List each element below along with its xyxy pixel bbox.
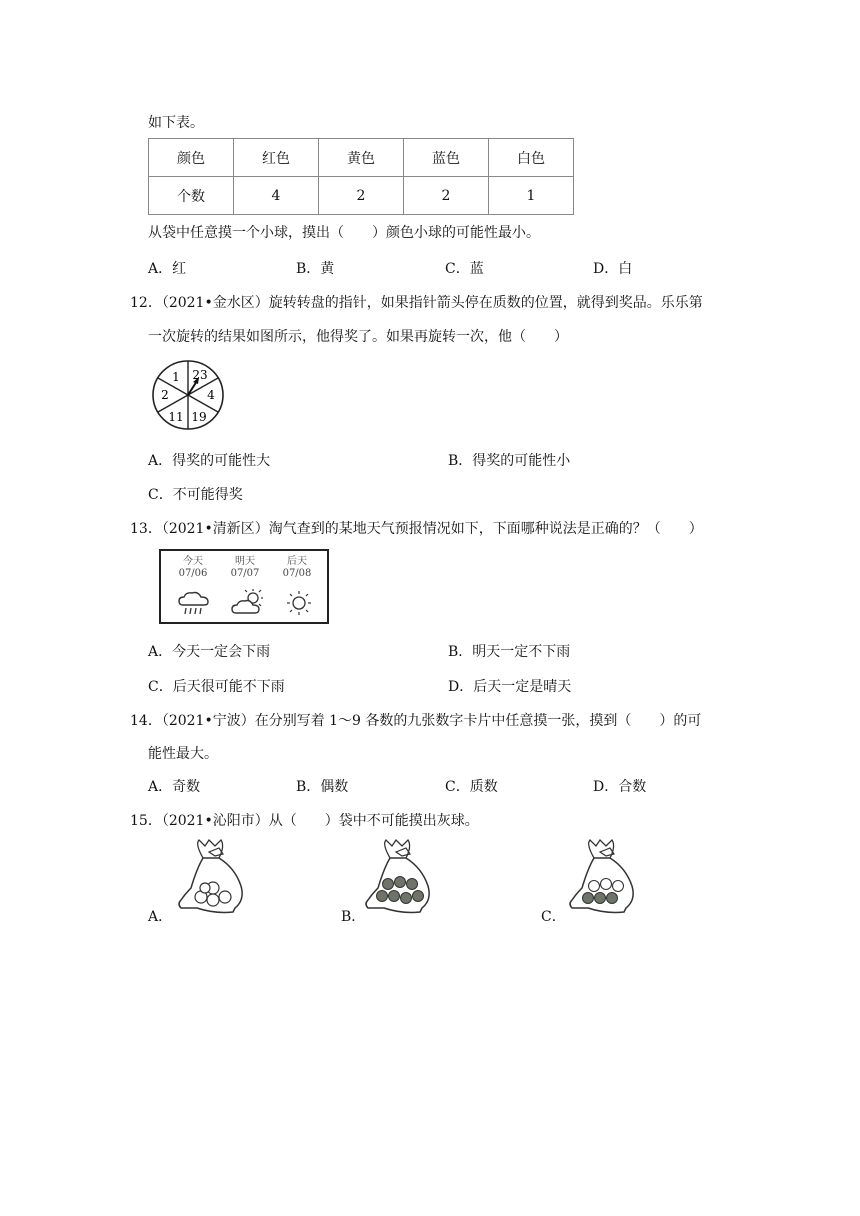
q11-stem: 从袋中任意摸一个小球，摸出（ ）颜色小球的可能性最小。 <box>148 225 540 241</box>
q12-option-a[interactable]: A．得奖的可能性大 <box>148 453 271 469</box>
table-cell: 2 <box>319 177 404 215</box>
q15-option-a-label[interactable]: A． <box>148 909 173 925</box>
spinner-number: 19 <box>191 410 207 424</box>
table-cell: 白色 <box>489 139 574 177</box>
q13-option-d[interactable]: D．后天一定是晴天 <box>448 679 572 695</box>
table-cell: 1 <box>489 177 574 215</box>
q12-option-b[interactable]: B．得奖的可能性小 <box>448 453 571 469</box>
forecast-day: 今天 <box>183 556 203 567</box>
q12-option-c[interactable]: C．不可能得奖 <box>148 487 243 503</box>
q11-option-b[interactable]: B．黄 <box>296 261 335 277</box>
q13-option-b[interactable]: B．明天一定不下雨 <box>448 644 571 660</box>
q11-option-d[interactable]: D．白 <box>593 261 633 277</box>
rain-cloud-icon <box>177 589 211 617</box>
sun-icon <box>285 589 313 617</box>
weather-forecast-box <box>159 549 329 624</box>
intro-line: 如下表。 <box>148 115 204 131</box>
q14-line1: 14．（2021•宁波）在分别写着 1～9 各数的九张数字卡片中任意摸一张，摸到（ ）的可 <box>130 713 702 729</box>
q13-option-a[interactable]: A．今天一定会下雨 <box>148 644 271 660</box>
spinner-number: 2 <box>161 388 169 402</box>
forecast-day: 后天 <box>287 556 307 567</box>
bag-mixed-balls-icon[interactable] <box>566 838 642 918</box>
table-cell: 黄色 <box>319 139 404 177</box>
q11-option-c[interactable]: C．蓝 <box>445 261 484 277</box>
q14-option-c[interactable]: C．质数 <box>445 779 498 795</box>
q14-option-b[interactable]: B．偶数 <box>296 779 349 795</box>
q13-option-c[interactable]: C．后天很可能不下雨 <box>148 679 285 695</box>
bag-white-balls-icon[interactable] <box>175 838 251 918</box>
table-cell: 个数 <box>149 177 234 215</box>
table-cell: 红色 <box>234 139 319 177</box>
table-cell: 4 <box>234 177 319 215</box>
table-header-row <box>149 139 574 177</box>
table-cell: 蓝色 <box>404 139 489 177</box>
spinner-number: 1 <box>172 370 180 384</box>
forecast-date: 07/06 <box>178 568 208 579</box>
q12-line1: 12．（2021•金水区）旋转转盘的指针，如果指针箭头停在质数的位置，就得到奖品。乐乐第 <box>130 295 703 311</box>
q13-line1: 13．（2021•清新区）淘气查到的某地天气预报情况如下，下面哪种说法是正确的？（ ） <box>130 521 703 537</box>
spinner-number: 11 <box>168 410 184 424</box>
sun-cloud-icon <box>231 587 267 617</box>
q14-option-d[interactable]: D．合数 <box>593 779 647 795</box>
table-cell: 2 <box>404 177 489 215</box>
q15-line1: 15．（2021•沁阳市）从（ ）袋中不可能摸出灰球。 <box>130 813 479 829</box>
table-cell: 颜色 <box>149 139 234 177</box>
spinner-number: 4 <box>207 388 215 402</box>
forecast-date: 07/08 <box>282 568 312 579</box>
q15-option-c-label[interactable]: C． <box>541 909 566 925</box>
q12-line2: 一次旋转的结果如图所示，他得奖了。如果再旋转一次，他（ ） <box>148 329 568 345</box>
spinner-wheel <box>150 359 230 431</box>
q14-option-a[interactable]: A．奇数 <box>148 779 201 795</box>
spinner-number: 23 <box>192 368 208 382</box>
forecast-day: 明天 <box>235 556 255 567</box>
table-row <box>149 177 574 215</box>
q15-option-b-label[interactable]: B． <box>341 909 366 925</box>
color-count-table <box>148 138 574 215</box>
q11-option-a[interactable]: A．红 <box>148 261 187 277</box>
bag-gray-balls-icon[interactable] <box>362 838 438 918</box>
q14-line2: 能性最大。 <box>148 746 218 762</box>
forecast-date: 07/07 <box>230 568 260 579</box>
